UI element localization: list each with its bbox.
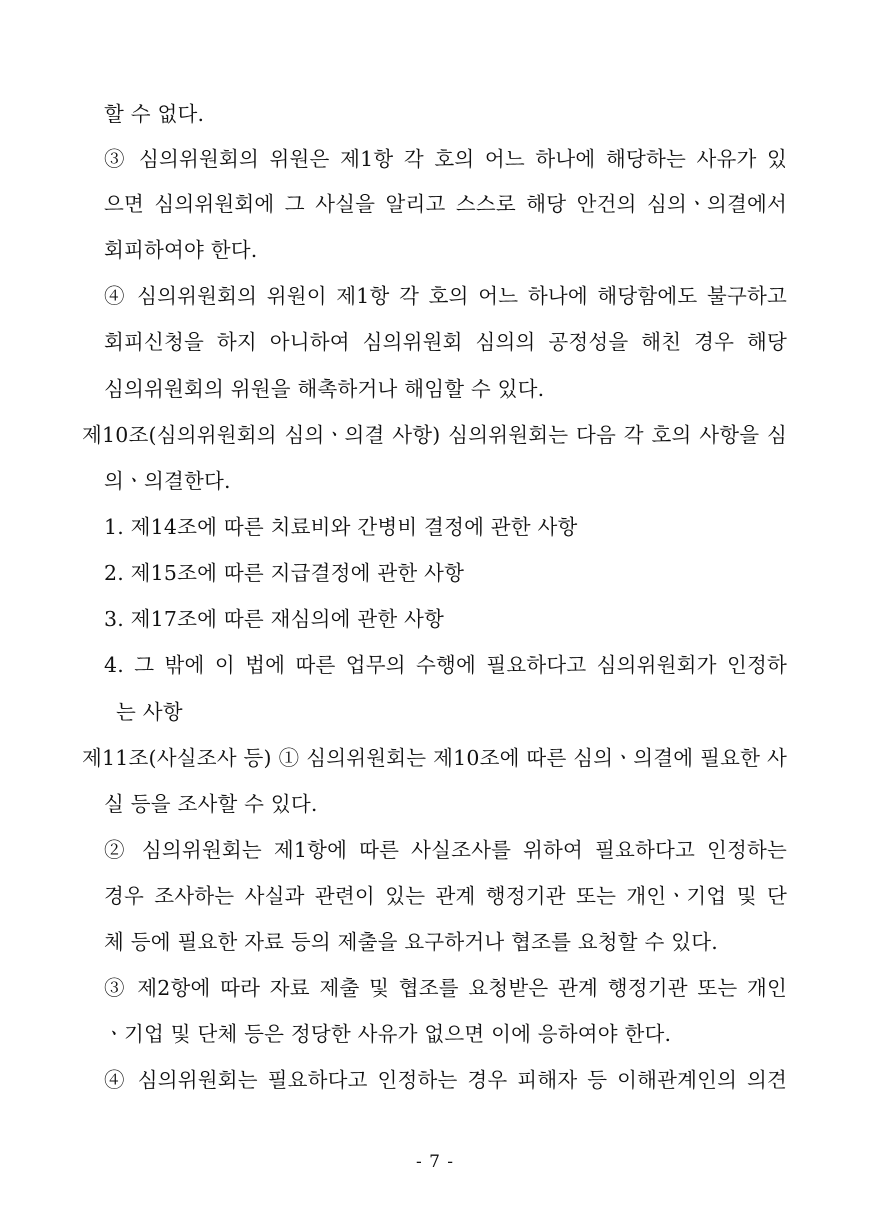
text-line-16: 실 등을 조사할 수 있다. [104,792,318,816]
text-line-5: ④ 심의위원회의 위원이 제1항 각 호의 어느 하나에 해당함에도 불구하고 [104,284,787,308]
text-line-7: 심의위원회의 위원을 해촉하거나 해임할 수 있다. [104,377,545,401]
list-item-4-continued: 는 사항 [116,700,183,724]
text-line-22: ④ 심의위원회는 필요하다고 인정하는 경우 피해자 등 이해관계인의 의견 [104,1068,787,1092]
text-line-19: 체 등에 필요한 자료 등의 제출을 요구하거나 협조를 요청할 수 있다. [104,930,718,954]
page-number: - 7 - [415,1152,455,1172]
text-line-18: 경우 조사하는 사실과 관련이 있는 관계 행정기관 또는 개인ㆍ기업 및 단 [104,884,787,908]
list-item-2: 2. 제15조에 따른 지급결정에 관한 사항 [104,561,465,585]
list-item-3: 3. 제17조에 따른 재심의에 관한 사항 [104,607,445,631]
text-line-17: ② 심의위원회는 제1항에 따른 사실조사를 위하여 필요하다고 인정하는 [104,838,787,862]
article-11-heading: 제11조(사실조사 등) ① 심의위원회는 제10조에 따른 심의ㆍ의결에 필요한 사 [82,746,787,770]
list-item-4: 4. 그 밖에 이 법에 따른 업무의 수행에 필요하다고 심의위원회가 인정하 [104,653,787,677]
text-line-3: 으면 심의위원회에 그 사실을 알리고 스스로 해당 안건의 심의ㆍ의결에서 [104,192,787,216]
text-line-21: ㆍ기업 및 단체 등은 정당한 사유가 없으면 이에 응하여야 한다. [104,1022,672,1046]
text-line-6: 회피신청을 하지 아니하여 심의위원회 심의의 공정성을 해친 경우 해당 [104,330,787,354]
article-10-heading: 제10조(심의위원회의 심의ㆍ의결 사항) 심의위원회는 다음 각 호의 사항을 심 [82,423,787,447]
list-item-1: 1. 제14조에 따른 치료비와 간병비 결정에 관한 사항 [104,515,578,539]
text-line-4: 회피하여야 한다. [104,238,258,262]
text-line-20: ③ 제2항에 따라 자료 제출 및 협조를 요청받은 관계 행정기관 또는 개인 [104,976,787,1000]
text-line-9: 의ㆍ의결한다. [104,469,231,493]
text-line-1: 할 수 없다. [104,102,205,126]
text-line-2: ③ 심의위원회의 위원은 제1항 각 호의 어느 하나에 해당하는 사유가 있 [104,147,787,171]
